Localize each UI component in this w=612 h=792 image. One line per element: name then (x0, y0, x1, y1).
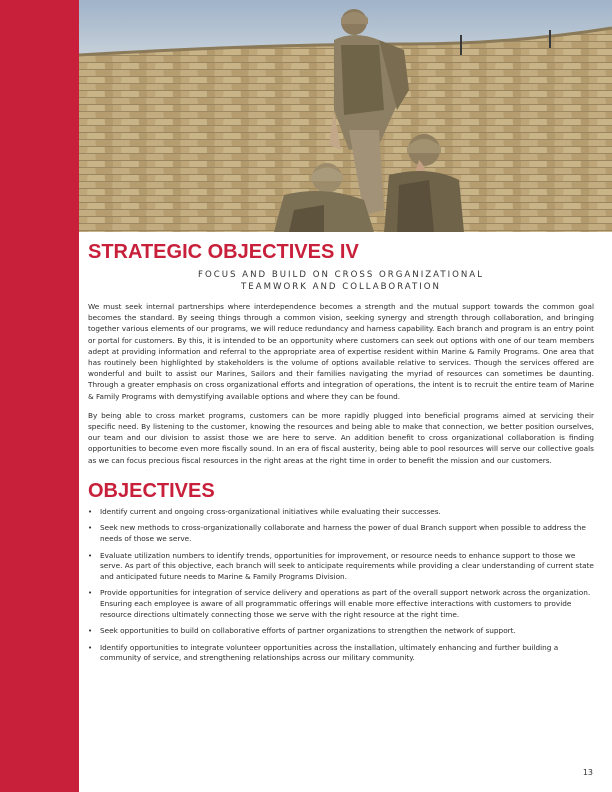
section-title: STRATEGIC OBJECTIVES IV (88, 241, 359, 263)
page-number: 13 (582, 768, 593, 777)
bullet-icon: • (88, 551, 93, 560)
objectives-title: OBJECTIVES (88, 479, 215, 502)
objective-text: Seek opportunities to build on collaborative efforts of partner organizations to strengthen the network of support. (100, 626, 516, 636)
list-item (88, 643, 594, 664)
section-subtitle (88, 269, 594, 293)
list-item (88, 551, 594, 583)
objective-text: Identify opportunities to integrate volunteer opportunities across the installation, ultimately enhancing and further building a community of service, and strengthening relationships across our military community. (100, 642, 559, 663)
main-content (88, 239, 594, 670)
subtitle-line-1: FOCUS AND BUILD ON CROSS ORGANIZATIONAL (198, 270, 484, 280)
bullet-icon: • (88, 627, 93, 636)
list-item (88, 507, 594, 518)
objective-text: Evaluate utilization numbers to identify trends, opportunities for improvement, or resource needs to enhance support to those we serve. As part of this objective, each branch will seek to anticipate requirements while providing a clear understanding of current state and anticipated future needs to Marine & Family Programs Division. (100, 550, 594, 581)
bullet-icon: • (88, 524, 93, 533)
objective-text: Seek new methods to cross-organizationally collaborate and harness the power of dual Branch support when possible to address the needs of those we serve. (100, 523, 586, 544)
body-paragraph: We must seek internal partnerships where interdependence becomes a strength and the mutual support towards the common goal becomes the standard. By seeing things through a common vision, seeking synergy and strength through collaboration, and bringing together various elements of our programs, we will reduce redundancy and harness capability. Each branch and program is an entry point or portal for customers. By this, it is intended to be an opportunity where customers can seek out options with one of our team members adept at providing information and referral to the appropriate area of expertise resident within Marine & Family Programs. One area that has routinely been highlighted by stakeholders is the volume of options available relative to services. Though the services offered are wonderful and built to assist our Marines, Sailors and their families navigating the myriad of resources can sometimes be daunting. Through a greater emphasis on cross organizational efforts and integration of operations, the intent is to recruit the entire team of Marine & Family Programs with demystifying available options and where they can be found. (88, 302, 594, 401)
list-item (88, 626, 594, 637)
subtitle-line-2: TEAMWORK AND COLLABORATION (241, 282, 441, 292)
soldiers-climbing-wall-photo (79, 0, 612, 232)
objective-text: Identify current and ongoing cross-organizational initiatives while evaluating their successes. (100, 506, 441, 516)
objective-text: Provide opportunities for integration of service delivery and operations as part of the overall support network across the organization. Ensuring each employee is aware of all programmatic offerings will enable more effective interactions with customers to provide resource directions ultimately connecting those we serve with the right resource at the right time. (100, 588, 591, 619)
bullet-icon: • (88, 643, 93, 652)
red-sidebar (0, 0, 79, 792)
objectives-list (88, 507, 594, 664)
bullet-icon: • (88, 589, 93, 598)
bullet-icon: • (88, 507, 93, 516)
header-photo (79, 0, 612, 232)
body-paragraph: By being able to cross market programs, customers can be more rapidly plugged into beneficial programs aimed at servicing their specific need. By listening to the customer, knowing the resources and being able to make that connection, we better position ourselves, our team and our division to assist those we are here to serve. An addition benefit to cross organizational collaboration is finding opportunities to become even more fiscally sound. In an era of fiscal austerity, being able to pool resources will serve our collective goals as we can focus precious fiscal resources in the right areas at the right time in order to benefit the mission and our customers. (88, 410, 594, 465)
list-item (88, 523, 594, 544)
list-item (88, 588, 594, 620)
